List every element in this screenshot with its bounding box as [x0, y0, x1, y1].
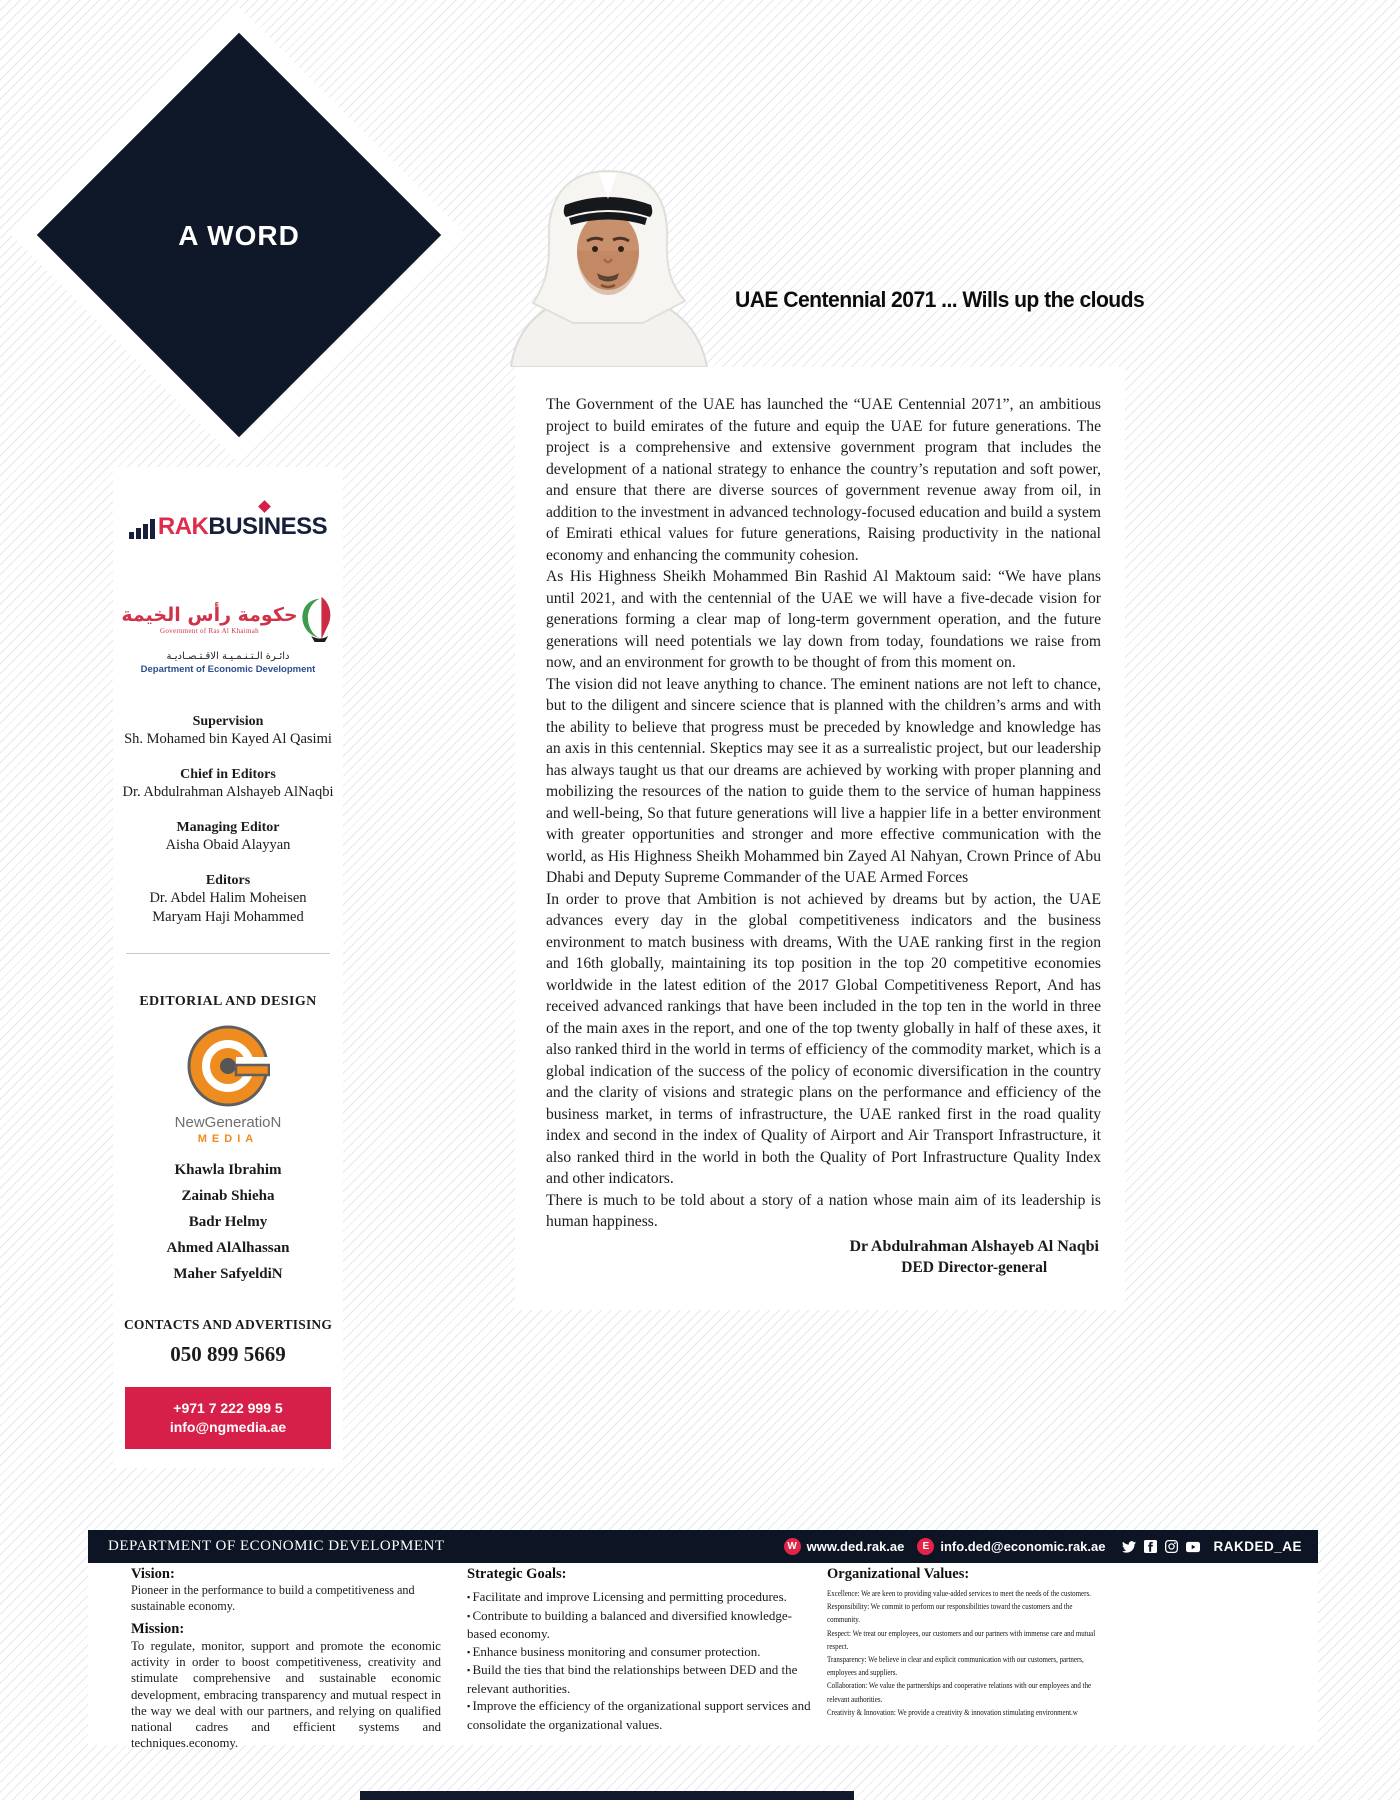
rak-logo-text-rak: RAK — [157, 513, 209, 540]
portrait-man-keffiyeh-illustration — [503, 163, 713, 367]
ng-media-wordmark: NewGeneratioN — [174, 1114, 282, 1131]
goal-item: ▪ Contribute to building a balanced and diversified knowledge-based economy. — [467, 1607, 812, 1643]
sidebar — [113, 467, 343, 1468]
footer-website-link[interactable]: www.ded.rak.ae — [806, 1539, 905, 1554]
editorial-design-heading: EDITORIAL AND DESIGN — [139, 994, 317, 1009]
contacts-advertising-heading: CONTACTS AND ADVERTISING — [123, 1317, 333, 1332]
vision-heading: Vision: — [131, 1566, 175, 1582]
social-icons — [1122, 1540, 1200, 1553]
rakbusiness-logo — [113, 509, 343, 541]
gov-logo-arabic-title: حكومة رأس الخيمة — [121, 603, 298, 626]
goal-item: ▪ Facilitate and improve Licensing and permitting procedures. — [467, 1588, 812, 1607]
credit-editors: Editors Dr. Abdel Halim Moheisen Maryam Haji Mohammed — [149, 873, 307, 925]
footer-vision-mission — [131, 1565, 441, 1751]
value-item: Responsibility: We commit to perform our responsibilities toward the customers and the community. — [827, 1601, 1073, 1625]
mission-text: To regulate, monitor, support and promote the economic activity in order to boost competitiveness, creativity and stimulate comprehensive and sustainable economic development, embracing transparency and mutual respect in the way we deal with our partners, and relying on qualified national cadres and efficient systems and techniques.economy. — [131, 1639, 441, 1751]
bar-chart-icon — [129, 519, 155, 539]
design-team-member: Badr Helmy — [188, 1214, 268, 1230]
footer-strategic-goals — [467, 1565, 812, 1733]
design-team-member: Ahmed AlAlhassan — [166, 1240, 290, 1256]
rak-palm-emblem-icon — [301, 595, 335, 643]
ngmedia-phone[interactable]: +971 7 222 999 5 — [173, 1400, 283, 1416]
article-paragraph: As His Highness Sheikh Mohammed Bin Rashid Al Maktoum said: “We have plans until 2021, and with the centennial of the UAE we will have a five-decade vision for generations forming a clear map of long-term government operation, and the future generations will need potentials we lay down from today, foundations we raise from now, and an environment for growth to be thought of from this moment on. — [546, 568, 1101, 671]
rak-government-logo — [113, 595, 343, 689]
footer-bar — [88, 1530, 1318, 1563]
twitter-icon[interactable] — [1122, 1541, 1136, 1553]
goal-item: ▪ Build the ties that bind the relationships between DED and the relevant authorities. — [467, 1661, 812, 1697]
value-item: Excellence: We are keen to providing value-added services to meet the needs of the customers. — [827, 1588, 1091, 1598]
rak-logo-text-business: BUSINESS — [208, 513, 328, 540]
article-paragraph: In order to prove that Ambition is not achieved by dreams but by action, the UAE advances every day in the global competitiveness indicators and the business environment to match business with dreams, With the UAE ranking first in the region and 16th globally, maintaining its top position in the top 20 competitive economies worldwide in the latest edition of the 2017 Global Competitiveness Report, And has received advanced rankings that have been included in the top ten in the world in three of the main axes in the report, and one of the top twenty globally in half of these axes, it also ranked third in the world in terms of efficiency of the commodity market, which is a global indication of the success of the policy of economic diversification in the country and the clarity of visions and strategic plans on the performance and efficiency of the business market, in terms of infrastructure, the UAE ranked first in the road quality index and second in the index of Quality of Airport and Air Transport Infrastructure, it also ranked third in the world in both the Quality of Port Infrastructure Quality Index and other indicators. — [546, 890, 1101, 1187]
design-team-member: Maher SafyeldiN — [173, 1266, 283, 1282]
article-paragraph: The Government of the UAE has launched the “UAE Centennial 2071”, an ambitious project to build emirates of the future and equip the UAE for future generations. The project is a comprehensive and extensive government program that includes the development of a national strategy to enhance the country’s reputation and soft power, and ensure that there are diverse sources of government revenue away from oil, in addition to the investment in advanced technology-focused education and build a system of Emirati ethical values for future generations, Raising productivity in the national economy and enhancing the community cohesion. — [546, 396, 1101, 564]
ngmedia-email[interactable]: info@ngmedia.ae — [169, 1419, 287, 1435]
value-item: Respect: We treat our employees, our customers and our partners with immense care and mutual respect. — [827, 1627, 1096, 1651]
footer-department-title: DEPARTMENT OF ECONOMIC DEVELOPMENT — [108, 1538, 445, 1554]
strategic-goals-heading: Strategic Goals: — [467, 1566, 567, 1582]
article-body — [515, 367, 1125, 1310]
social-handle[interactable]: RAKDED_AE — [1213, 1539, 1302, 1554]
portrait-photo — [503, 163, 713, 367]
value-item: Collaboration: We value the partnerships and cooperative relations with our employees and the relevant authorities. — [827, 1680, 1092, 1704]
facebook-icon[interactable] — [1144, 1540, 1157, 1553]
value-item: Transparency: We believe in clear and explicit communication with our customers, partners, employees and suppliers. — [827, 1654, 1084, 1678]
footer-email-link[interactable]: info.ded@economic.rak.ae — [940, 1539, 1106, 1554]
sidebar-divider — [126, 953, 330, 954]
website-badge-icon: W — [784, 1538, 801, 1555]
email-badge-icon: E — [917, 1538, 934, 1555]
ngmedia-contact-box[interactable] — [125, 1387, 331, 1449]
gov-dept-english: Department of Economic Development — [140, 664, 316, 675]
goal-item: ▪ Enhance business monitoring and consumer protection. — [467, 1643, 812, 1662]
credit-managing-editor: Managing Editor Aisha Obaid Alayyan — [165, 820, 291, 853]
credit-chief-editors: Chief in Editors Dr. Abdulrahman Alshayeb AlNaqbi — [122, 767, 334, 800]
credit-supervision: Supervision Sh. Mohamed bin Kayed Al Qasimi — [124, 714, 332, 747]
ng-media-label: MEDIA — [197, 1133, 259, 1145]
ng-media-circle-icon — [186, 1024, 270, 1108]
signature-block — [546, 1236, 1101, 1278]
rak-logo-diamond-icon — [258, 500, 271, 513]
vision-text: Pioneer in the performance to build a competitiveness and sustainable economy. — [131, 1583, 415, 1613]
gov-logo-en-title: Government of Ras Al Khaimah — [159, 626, 259, 635]
new-generation-media-logo — [113, 1024, 343, 1145]
signature-name: Dr Abdulrahman Alshayeb Al Naqbi — [849, 1237, 1099, 1255]
footer-organizational-values — [827, 1565, 1097, 1719]
section-title: A WORD — [178, 220, 300, 251]
value-item: Creativity & Innovation: We provide a creativity & innovation stimulating environment.w — [827, 1706, 1078, 1717]
design-team-member: Zainab Shieha — [181, 1188, 275, 1204]
next-page-edge — [360, 1791, 854, 1800]
gov-dept-arabic: دائـرة الـتـنـمـيـة الاقـتـصـاديـة — [166, 651, 290, 662]
mission-heading: Mission: — [131, 1621, 185, 1637]
article-paragraph: There is much to be told about a story of a nation whose main aim of its leadership is human happiness. — [546, 1191, 1101, 1230]
youtube-icon[interactable] — [1186, 1541, 1200, 1553]
design-team-member: Khawla Ibrahim — [174, 1162, 282, 1178]
article-paragraph: The vision did not leave anything to chance. The eminent nations are not left to chance, but to the diligent and sincere science that is planned with the children’s arms and with the ability to believe that progress must be preceded by knowledge and knowledge has an axis in this centennial. Skeptics may see it as a surrealistic project, but our leadership has always taught us that our dreams are achieved by working with proper planning and mobilizing the resources of the nation to guide them to the service of human happiness and well-being, So that future generations will live a happier life in a better environment with greater opportunities and stronger and more effective communication with the world, as His Highness Sheikh Mohammed bin Zayed Al Nahyan, Crown Prince of Abu Dhabi and Deputy Supreme Commander of the UAE Armed Forces — [546, 675, 1101, 886]
signature-role: DED Director-general — [901, 1258, 1048, 1276]
organizational-values-heading: Organizational Values: — [827, 1566, 970, 1582]
goal-item: ▪ Improve the efficiency of the organizational support services and consolidate the organizational values. — [467, 1697, 812, 1733]
advertising-phone[interactable]: 050 899 5669 — [170, 1342, 286, 1366]
instagram-icon[interactable] — [1165, 1540, 1178, 1553]
page-title: UAE Centennial 2071 ... Wills up the clouds — [735, 287, 1145, 312]
